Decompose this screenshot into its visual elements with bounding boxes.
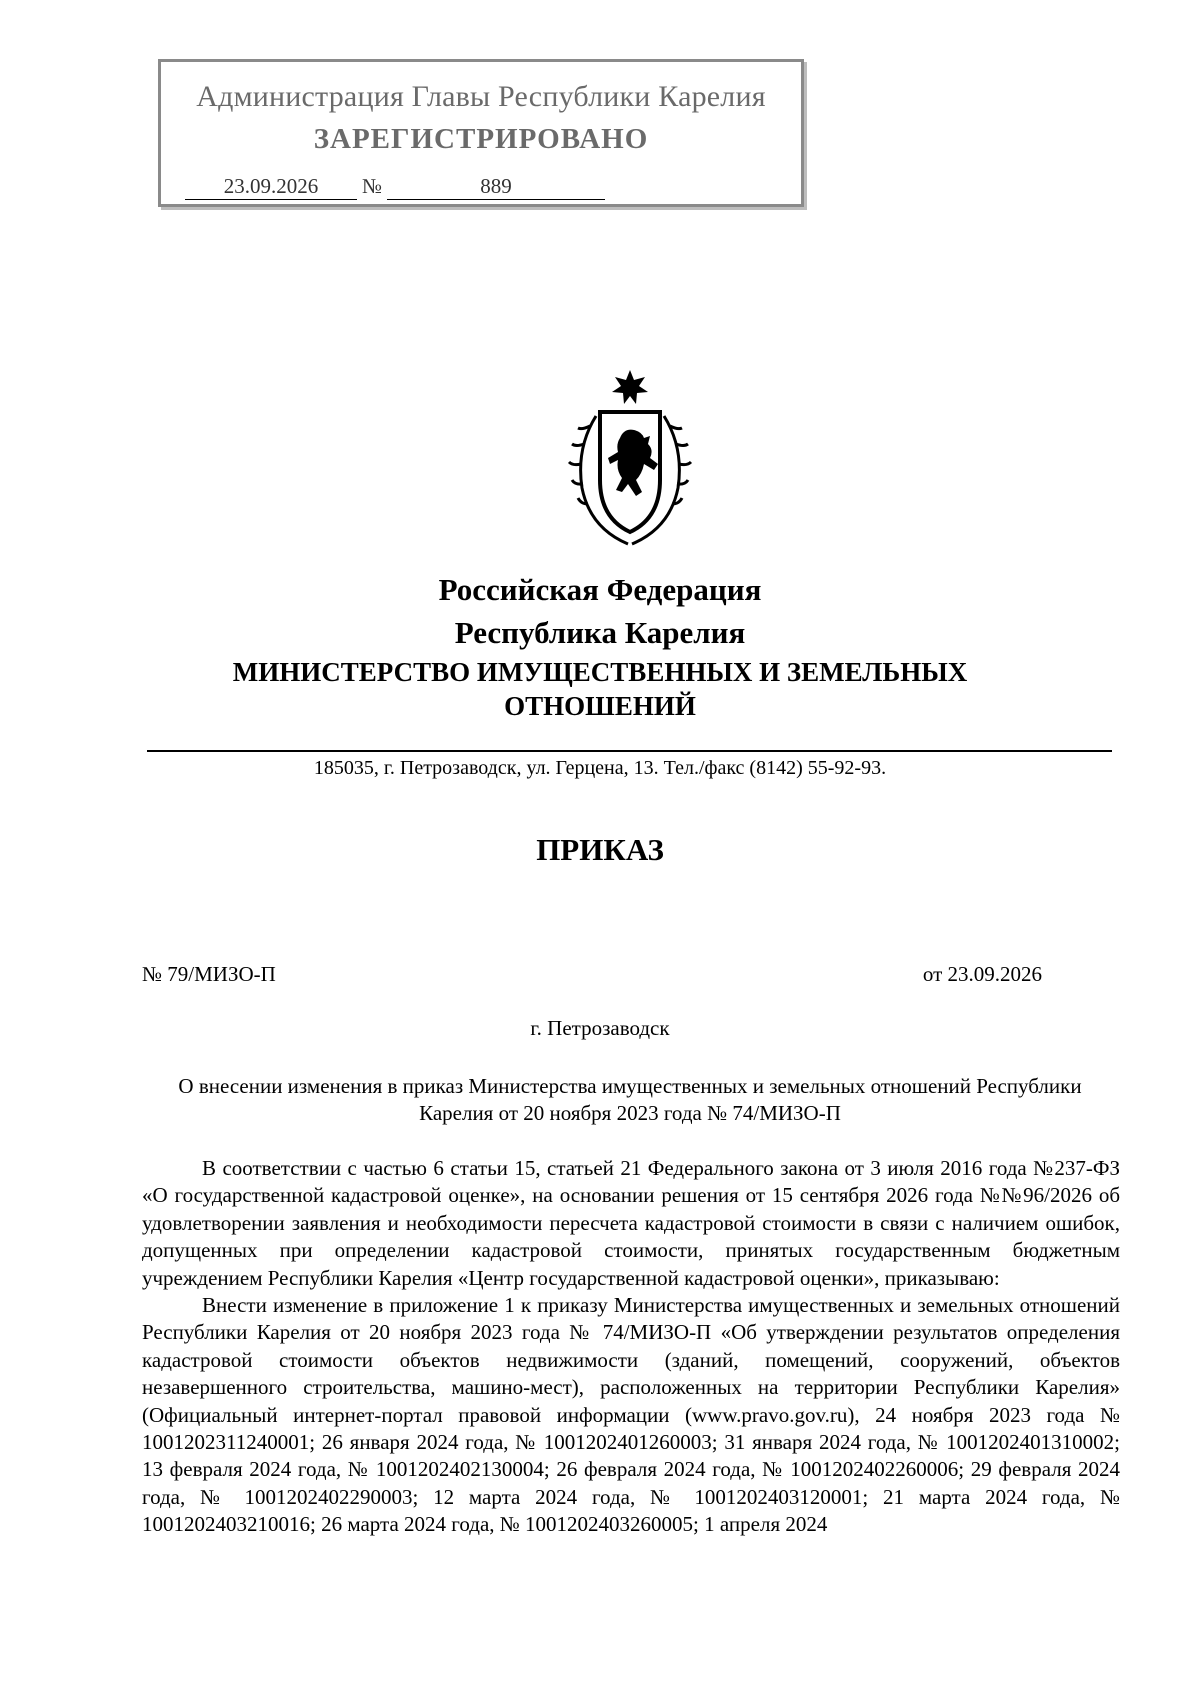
header-ministry-line2: ОТНОШЕНИЙ <box>504 691 696 721</box>
coat-of-arms-icon <box>566 368 694 548</box>
stamp-status: ЗАРЕГИСТРИРОВАНО <box>313 123 649 155</box>
body-paragraph-2: Внести изменение в приложение 1 к приказу Министерства имущественных и земельных отношений Республики Карелия от 20 ноября 2023 года № 74/МИЗО-П «Об утверждении результатов определения кадастровой стоимости объектов недвижимости (зданий, помещений, сооружений, объектов незавершенного строительства, машино-мест), расположенных на территории Республики Карелия» (Официальный интернет-портал правовой информации (www.pravo.gov.ru), 24 ноября 2023 года № 1001202311240001; 26 января 2024 года, № 1001202401260003; 31 января 2024 года, № 1001202401310002; 13 февраля 2024 года, № 1001202402130004; 26 февраля 2024 года, № 1001202402260006; 29 февраля 2024 года, № 1001202402290003; 12 марта 2024 года, № 1001202403120001; 21 марта 2024 года, № 1001202403210016; 26 марта 2024 года, № 1001202403260005; 1 апреля 2024 <box>142 1293 1120 1537</box>
header-country: Российская Федерация <box>438 572 762 607</box>
stamp-date: 23.09.2026 <box>185 174 357 200</box>
order-date: от 23.09.2026 <box>922 962 1042 986</box>
order-title: ПРИКАЗ <box>536 832 664 867</box>
order-number: № 79/МИЗО-П <box>142 962 276 986</box>
header-divider <box>147 750 1112 752</box>
stamp-number: 889 <box>387 174 605 200</box>
header-republic: Республика Карелия <box>454 615 746 650</box>
body-paragraph-1: В соответствии с частью 6 статьи 15, статьей 21 Федерального закона от 3 июля 2016 года №237-ФЗ «О государственной кадастровой оценке», на основании решения от 15 сентября 2026 года №№96/2026 об удовлетворении заявления и необходимости пересчета кадастровой стоимости в связи с наличием ошибок, допущенных при определении кадастровой стоимости, принятых государственным бюджетным учреждением Республики Карелия «Центр государственной кадастровой оценки», приказываю: <box>142 1156 1120 1290</box>
stamp-organization: Администрация Главы Республики Карелия <box>196 80 766 113</box>
registration-stamp <box>158 59 804 207</box>
order-subject: О внесении изменения в приказ Министерства имущественных и земельных отношений Республики Карелия от 20 ноября 2023 года № 74/МИЗО-П <box>178 1074 1082 1125</box>
header-address: 185035, г. Петрозаводск, ул. Герцена, 13. Тел./факс (8142) 55-92-93. <box>313 757 887 779</box>
order-city: г. Петрозаводск <box>530 1016 670 1040</box>
order-body <box>142 1155 1120 1539</box>
stamp-number-sign: № <box>361 174 383 198</box>
header-ministry-line1: МИНИСТЕРСТВО ИМУЩЕСТВЕННЫХ И ЗЕМЕЛЬНЫХ <box>232 657 968 687</box>
